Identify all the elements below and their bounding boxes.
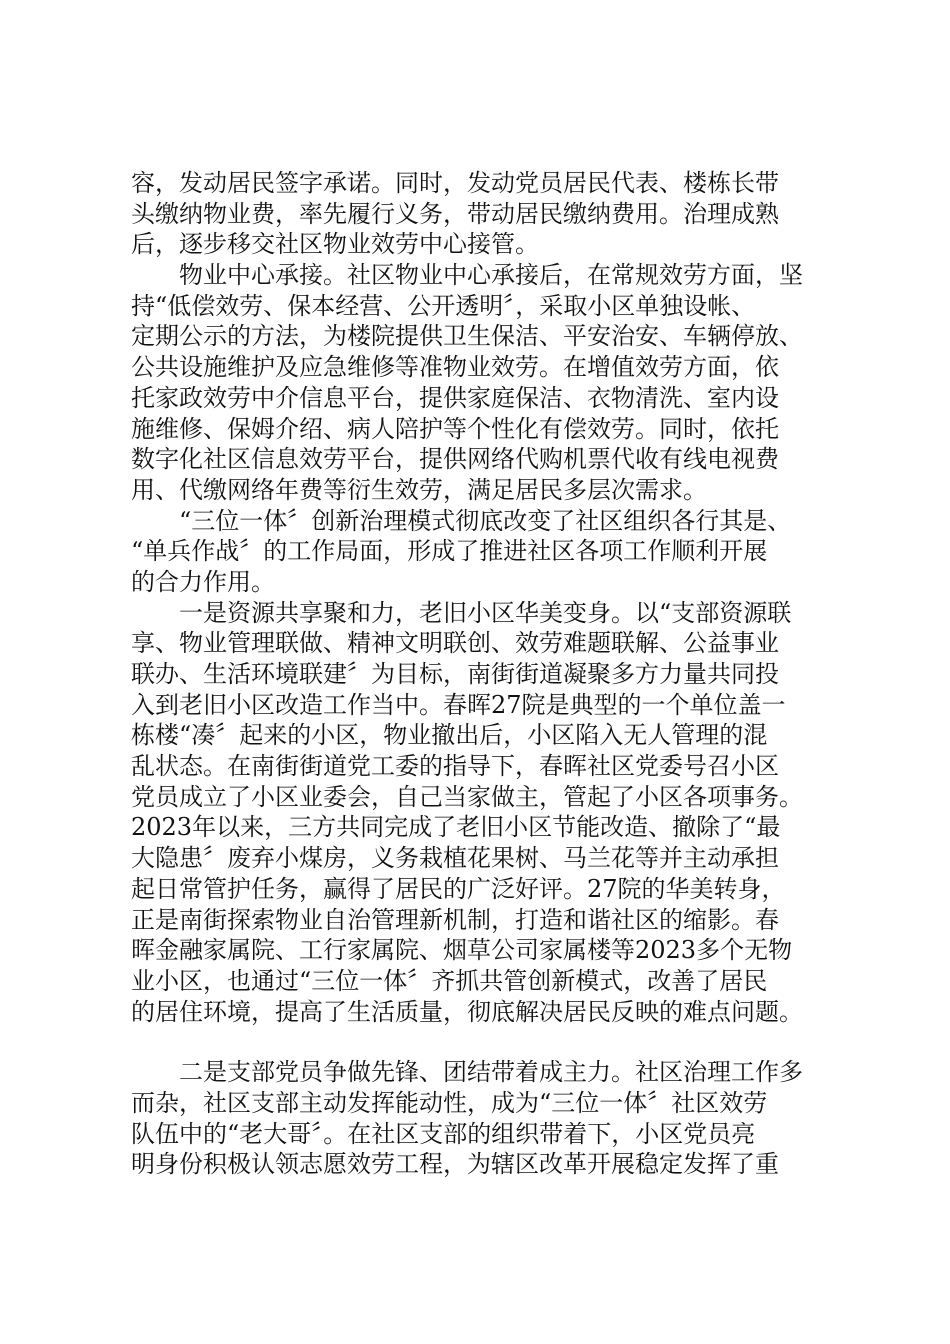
text-line: 起日常管护任务，赢得了居民的广泛好评。27院的华美转身， (131, 874, 786, 903)
text-line: 公共设施维护及应急维修等准物业效劳。在增值效劳方面，依 (131, 353, 779, 382)
text-line: 栋楼“凑〞起来的小区，物业撤出后，小区陷入无人管理的混 (131, 721, 768, 750)
text-line: 业小区，也通过“三位一体〞齐抓共管创新模式，改善了居民 (131, 966, 768, 995)
text-line: 托家政效劳中介信息平台，提供家庭保洁、衣物清洗、室内设 (131, 383, 779, 412)
text-line: 2023年以来，三方共同完成了老旧小区节能改造、撤除了“最 (131, 813, 781, 842)
paragraph-first-line: “三位一体〞创新治理模式彻底改变了社区组织各行其是、 (179, 506, 792, 535)
paragraph-gap (131, 1027, 831, 1057)
text-line: 而杂，社区支部主动发挥能动性，成为“三位一体〞社区效劳 (131, 1088, 768, 1117)
text-line: 明身份积极认领志愿效劳工程，为辖区改革开展稳定发挥了重 (131, 1150, 779, 1179)
text-line: 晖金融家属院、工行家属院、烟草公司家属楼等2023多个无物 (131, 936, 793, 965)
text-line: 用、代缴网络年费等衍生效劳，满足居民多层次需求。 (131, 475, 707, 504)
text-line: 的合力作用。 (131, 567, 275, 596)
text-line: 入到老旧小区改造工作当中。春晖27院是典型的一个单位盖一 (131, 690, 786, 719)
document-body (131, 168, 831, 1180)
text-line: 党员成立了小区业委会，自己当家做主，管起了小区各项事务。 (131, 782, 803, 811)
text-line: 大隐患〞废弃小煤房，义务栽植花果树、马兰花等并主动承担 (131, 844, 779, 873)
text-line: “单兵作战〞的工作局面，形成了推进社区各项工作顺利开展 (131, 537, 768, 566)
text-line: 施维修、保姆介绍、病人陪护等个性化有偿效劳。同时，依托 (131, 414, 779, 443)
text-line: 享、物业管理联做、精神文明联创、效劳难题联解、公益事业 (131, 629, 779, 658)
text-line: 的居住环境，提高了生活质量，彻底解决居民反映的难点问题。 (131, 997, 803, 1026)
text-line: 乱状态。在南街街道党工委的指导下，春晖社区党委号召小区 (131, 752, 779, 781)
text-line: 头缴纳物业费，率先履行义务，带动居民缴纳费用。治理成熟 (131, 199, 779, 228)
text-line: 容，发动居民签字承诺。同时，发动党员居民代表、楼栋长带 (131, 169, 779, 197)
text-line: 正是南街探索物业自治管理新机制，打造和谐社区的缩影。春 (131, 905, 779, 934)
paragraph-first-line: 二是支部党员争做先锋、团结带着成主力。社区治理工作多 (179, 1058, 803, 1087)
paragraph-first-line: 一是资源共享聚和力，老旧小区华美变身。以“支部资源联 (179, 598, 792, 627)
text-line: 队伍中的“老大哥〞。在社区支部的组织带着下，小区党员亮 (131, 1119, 756, 1148)
text-line: 持“低偿效劳、保本经营、公开透明〞，采取小区单独设帐、 (131, 291, 756, 320)
text-line: 联办、生活环境联建〞为目标，南街街道凝聚多方力量共同投 (131, 660, 779, 688)
paragraph-first-line: 物业中心承接。社区物业中心承接后，在常规效劳方面，坚 (179, 261, 803, 290)
text-line: 定期公示的方法，为楼院提供卫生保洁、平安治安、车辆停放、 (131, 322, 803, 351)
text-line: 数字化社区信息效劳平台，提供网络代购机票代收有线电视费 (131, 445, 779, 474)
text-line: 后，逐步移交社区物业效劳中心接管。 (131, 230, 539, 259)
